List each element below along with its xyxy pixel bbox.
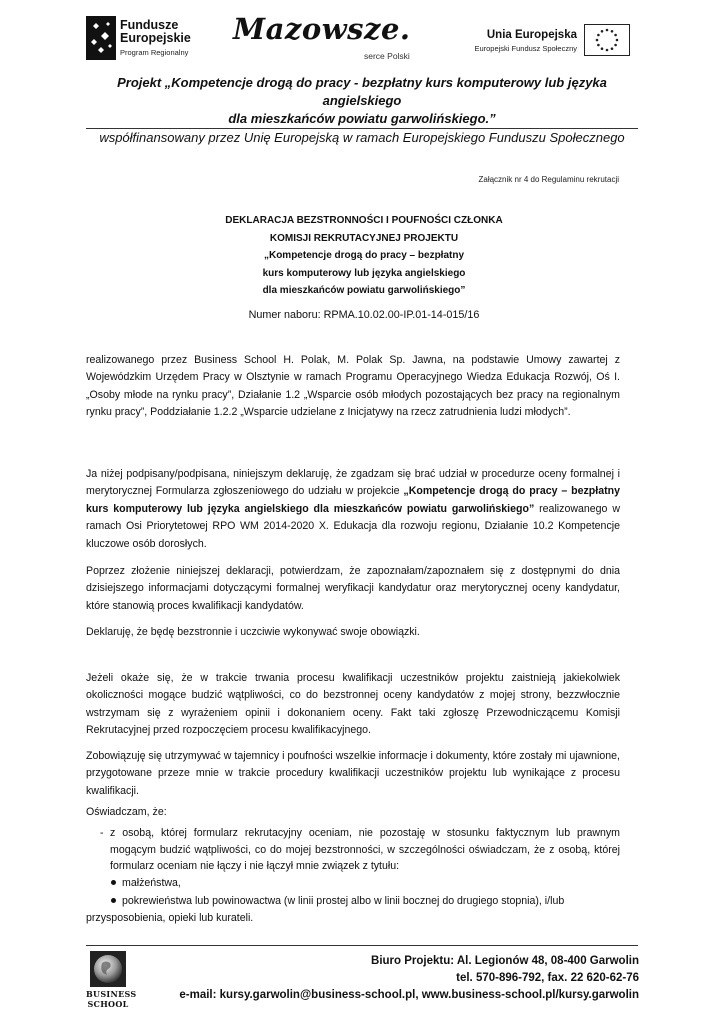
paragraph-conflict: Jeżeli okaże się, że w trakcie trwania procesu kwalifikacji uczestników projektu zaistnieją jakiekolwiek okoliczności mogące budzić wątpliwości, co do bezstronnej oceny kandydatów z mojej strony, bezzwłocznie wstrzymam się z wyrażeniem opinii i dokonaniem oceny. Fakt taki zgłoszę Przewodniczącemu Komisji Rekrutacyjnej przed rozpoczęciem procesu kwalifikacyjnego. (86, 672, 620, 737)
declaration-title (86, 212, 642, 300)
statement-item (100, 825, 620, 875)
paragraph-declaration (86, 466, 620, 553)
declaration-title-line: KOMISJI REKRUTACYJNEJ PROJEKTU (269, 232, 459, 244)
bullet-item (111, 895, 564, 907)
project-title-line2: dla mieszkańców powiatu garwolińskiego.” (228, 111, 496, 126)
paragraph-declaration-start: Ja niżej podpisany/podpisana, niniejszym deklaruję, że zgadzam się brać udział w procedurze oceny formalnej i merytorycznej Formularza zgłoszeniowego do udziału w projekcie (86, 468, 620, 498)
paragraph-confirmation: Poprzez złożenie niniejszej deklaracji, potwierdzam, że zapoznałam/zapoznałem się z dostępnymi do dnia dzisiejszego informacjami dotyczącymi formalnej weryfikacji kandydatur oraz merytorycznej oceny kandydatur, które stanowią proces kwalifikacji kandydatów. (86, 565, 620, 612)
mazowsze-logo (233, 12, 418, 68)
fe-logo-line1: Fundusze (120, 18, 179, 32)
project-title-line1: Projekt „Kompetencje drogą do pracy - bezpłatny kurs komputerowy lub języka angielskiego (117, 75, 607, 108)
bullet-text: pokrewieństwa lub powinowactwa (w linii prostej albo w linii bocznej do drugiego stopnia), i/lub (122, 895, 565, 907)
bullet-icon (111, 898, 116, 903)
globe-icon (90, 951, 126, 987)
bullet-icon (111, 880, 116, 885)
fe-stars-icon (86, 16, 120, 60)
bullet-continuation: przysposobienia, opieki lub kurateli. (86, 912, 254, 924)
declaration-title-line: „Kompetencje drogą do pracy – bezpłatny (263, 250, 465, 261)
bullet-item (111, 877, 181, 889)
statement-heading: Oświadczam, że: (86, 806, 167, 818)
footer-contact: e-mail: kursy.garwolin@business-school.pl, www.business-school.pl/kursy.garwolin (179, 989, 639, 1001)
business-school-logo-line2: SCHOOL (87, 999, 129, 1009)
declaration-title-line: dla mieszkańców powiatu garwolińskiego” (262, 285, 466, 296)
eu-flag-icon (584, 24, 630, 56)
business-school-logo (86, 951, 137, 1009)
annex-note: Załącznik nr 4 do Regulaminu rekrutacji (478, 175, 619, 184)
paragraph-realizowanego: realizowanego przez Business School H. Polak, M. Polak Sp. Jawna, na podstawie Umowy zawartej z Wojewódzkim Urzędem Pracy w Olsztynie w ramach Programu Operacyjnego Wiedza Edukacja Rozwój, Oś I.„Osoby młode na rynku pracy”, Działanie 1.2 „Wsparcie osób młodych pozostających bez pracy na regionalnym rynku pracy”, Poddziałanie 1.2.2 „Wsparcie udzielane z Inicjatywy na rzecz zatrudnienia ludzi młodych”. (86, 354, 620, 419)
dash-marker: - (100, 827, 104, 839)
project-cofinancing-line: współfinansowany przez Unię Europejską w ramach Europejskiego Funduszu Społecznego (99, 130, 625, 145)
paragraph-confidentiality: Zobowiązuję się utrzymywać w tajemnicy i poufności wszelkie informacje i dokumenty, które zostały mi ujawnione, przygotowane przeze mnie w trakcie procedury kwalifikacji uczestników projektu lub wynikające z procesu kwalifikacji. (86, 750, 620, 797)
statement-item-text: z osobą, której formularz rekrutacyjny oceniam, nie pozostaję w stosunku faktycznym lub prawnym mogącym budzić wątpliwości, co do mojej bezstronności, w szczególności oświadczam, że z osobą, której formularz oceniam nie łączy i nie łączył mnie związek z tytułu: (110, 827, 620, 873)
fundusze-europejskie-logo (86, 16, 236, 64)
declaration-title-line: DEKLARACJA BEZSTRONNOŚCI I POUFNOŚCI CZŁONKA (225, 215, 503, 226)
mazowsze-logo-tagline: serce Polski (364, 51, 410, 61)
paragraph-declaration-project-name: „Kompetencje drogą do pracy – bezpłatny kurs komputerowy lub języka angielskiego dla mieszkańców powiatu garwolińskiego” (86, 485, 621, 515)
declaration-title-line: kurs komputerowy lub języka angielskiego (262, 267, 466, 279)
fe-logo-line2: Europejskie (120, 31, 191, 45)
eu-logo-title: Unia Europejska (486, 29, 577, 41)
bullet-text: małżeństwa, (122, 877, 181, 889)
fe-logo-line3: Program Regionalny (120, 48, 189, 57)
paragraph-declaration-end: realizowanego w ramach Osi Priorytetowej RPO WM 2014-2020 X. Edukacja dla rozwoju regionu, Działanie 10.2 Kompetencje kluczowe osób dorosłych. (86, 502, 620, 550)
business-school-logo-line1: BUSINESS (86, 989, 137, 999)
mazowsze-logo-word: Mazowsze. (233, 12, 411, 46)
header-divider (86, 128, 638, 129)
footer-phone: tel. 570-896-792, fax. 22 620-62-76 (456, 972, 639, 984)
recruitment-number: Numer naboru: RPMA.10.02.00-IP.01-14-015/16 (248, 309, 480, 321)
eu-logo-subtitle: Europejski Fundusz Społeczny (474, 44, 577, 53)
footer-divider (86, 945, 638, 946)
paragraph-impartiality: Deklaruję, że będę bezstronnie i uczciwie wykonywać swoje obowiązki. (86, 626, 420, 638)
eu-logo (452, 24, 632, 68)
project-header (86, 74, 638, 147)
footer-address: Biuro Projektu: Al. Legionów 48, 08-400 Garwolin (371, 955, 639, 967)
